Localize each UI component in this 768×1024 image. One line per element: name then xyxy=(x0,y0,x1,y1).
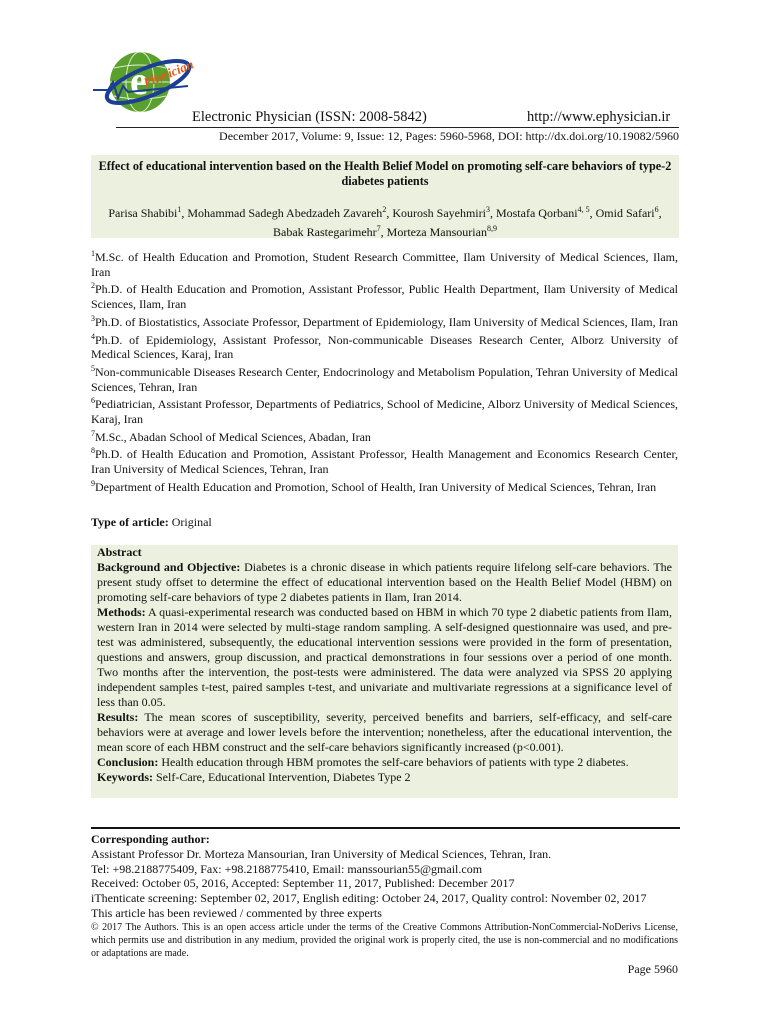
abstract-sections xyxy=(97,560,672,785)
author-separator: , xyxy=(181,206,188,220)
header-rule xyxy=(116,127,679,128)
footer-rule xyxy=(91,827,680,829)
logo-wordmark: Physician xyxy=(141,56,196,91)
affiliation-item xyxy=(91,427,678,445)
affiliations xyxy=(91,247,678,495)
abstract-section-label: Keywords: xyxy=(97,770,153,784)
author-separator: , xyxy=(658,206,662,220)
abstract-section-label: Results: xyxy=(97,710,139,724)
author-affiliation-mark: 1 xyxy=(177,205,182,214)
author-list xyxy=(101,202,669,240)
author-affiliation-mark: 7 xyxy=(376,224,381,233)
abstract-section xyxy=(97,710,672,755)
affiliation-number: 1 xyxy=(91,249,95,258)
affiliation-number: 5 xyxy=(91,363,95,373)
author-name: Babak Rastegarimehr xyxy=(273,225,377,239)
author-separator: , xyxy=(489,206,496,220)
abstract-section-text: A quasi-experimental research was conducted based on HBM in which 70 type 2 diabetic patients from Ilam, western Iran in 2014 were selected by multi-stage random sampling. A self-designed questionnaire was used, and pre-test was administered, subsequently, the educational intervention sessions were provided in the form of presentation, questions and answers, group discussion, and practical demonstrations in four sessions over a period of one month. Two months after the intervention, the post-tests were administered. The data were analyzed via SPSS 20 applying independent samples t-test, paired samples t-test, and univariate and multivariate regressions at a significance level of less than 0.05. xyxy=(97,605,672,709)
affiliation-item xyxy=(91,279,678,311)
author-name: Mostafa Qorbani xyxy=(495,206,578,220)
abstract-section xyxy=(97,755,672,770)
affiliation-text: Pediatrician, Assistant Professor, Departments of Pediatrics, School of Medicine, Alborz University of Medical Sciences, Karaj, Iran xyxy=(91,397,678,427)
affiliation-item xyxy=(91,312,678,330)
affiliation-text: M.Sc. of Health Education and Promotion, Student Research Committee, Ilam University of Medical Sciences, Ilam, Iran xyxy=(91,250,678,279)
affiliation-item xyxy=(91,362,678,394)
abstract-section-label: Methods: xyxy=(97,605,146,619)
affiliation-number: 8 xyxy=(91,446,95,456)
author-affiliation-mark: 3 xyxy=(485,205,490,214)
abstract-section xyxy=(97,560,672,605)
affiliation-number: 9 xyxy=(91,478,95,488)
article-type-value: Original xyxy=(168,515,212,529)
author-name: Kourosh Sayehmiri xyxy=(392,206,486,220)
affiliation-item xyxy=(91,444,678,476)
abstract-section xyxy=(97,770,672,785)
affiliation-item xyxy=(91,330,678,362)
journal-logo xyxy=(88,42,198,120)
affiliation-text: Ph.D. of Epidemiology, Assistant Professor, Non-communicable Diseases Research Center, Alborz University of Medical Sciences, Karaj, Iran xyxy=(91,332,678,362)
author-separator: , xyxy=(386,206,393,220)
abstract-section xyxy=(97,605,672,710)
author-affiliation-mark: 4, 5 xyxy=(577,205,590,214)
corresponding-author xyxy=(91,832,678,960)
article-type xyxy=(91,515,212,530)
author-affiliation-mark: 8,9 xyxy=(486,224,497,233)
author-separator: , xyxy=(380,225,387,239)
issue-line: December 2017, Volume: 9, Issue: 12, Pages: 5960-5968, DOI: http://dx.doi.org/10.19082/5960 xyxy=(219,129,679,143)
corresponding-line: Assistant Professor Dr. Morteza Mansourian, Iran University of Medical Sciences, Tehran, Iran. xyxy=(91,846,552,861)
affiliation-number: 6 xyxy=(91,396,95,406)
abstract-box xyxy=(91,545,678,798)
license-text: © 2017 The Authors. This is an open access article under the terms of the Creative Commons Attribution-NonCommercial-NoDerivs License, which permits use and distribution in any medium, provided the original work is properly cited, the use is non-commercial and no modifications or adaptations are made. xyxy=(91,921,678,959)
abstract-section-text: Health education through HBM promotes the self-care behaviors of patients with type 2 diabetes. xyxy=(158,755,629,769)
abstract-section-text: The mean scores of susceptibility, severity, perceived benefits and barriers, self-efficacy, and self-care behaviors were at average and lower levels before the intervention; nonetheless, after the educational intervention, the mean score of each HBM construct and the self-care behaviors significantly increased (p<0.001). xyxy=(97,710,672,754)
affiliation-item xyxy=(91,394,678,426)
abstract-section-label: Conclusion: xyxy=(97,755,159,769)
affiliation-number: 2 xyxy=(91,281,95,291)
svg-text:e: e xyxy=(130,58,148,103)
journal-url[interactable]: http://www.ephysician.ir xyxy=(527,109,671,125)
corresponding-line: Received: October 05, 2016, Accepted: September 11, 2017, Published: December 2017 xyxy=(91,876,515,891)
corresponding-heading: Corresponding author: xyxy=(91,832,210,846)
affiliation-text: Ph.D. of Health Education and Promotion, Assistant Professor, Public Health Department, Ilam University of Medical Sciences, Ilam, Iran xyxy=(91,282,678,312)
author-name: Omid Safari xyxy=(595,206,655,220)
author-name: Parisa Shabibi xyxy=(108,206,178,220)
corresponding-line: This article has been reviewed / commented by three experts xyxy=(91,905,382,920)
author-affiliation-mark: 6 xyxy=(654,205,659,214)
abstract-section-text: Self-Care, Educational Intervention, Diabetes Type 2 xyxy=(153,770,411,784)
corresponding-line: Tel: +98.2188775409, Fax: +98.2188775410, Email: manssourian55@gmail.com xyxy=(91,861,483,876)
journal-name: Electronic Physician (ISSN: 2008-5842) xyxy=(192,109,427,125)
abstract-section-label: Background and Objective: xyxy=(97,560,241,574)
affiliation-number: 4 xyxy=(91,331,95,341)
abstract-section-text: Diabetes is a chronic disease in which patients require lifelong self-care behaviors. The present study offset to determine the effect of educational intervention based on the Health Belief Model (HBM) on promoting self-care behaviors of type 2 diabetes patients in Ilam, Iran 2014. xyxy=(97,560,673,604)
article-type-label: Type of article: xyxy=(91,515,169,529)
affiliation-text: Ph.D. of Health Education and Promotion, Assistant Professor, Health Management and Economics Research Center, Iran University of Medical Sciences, Tehran, Iran xyxy=(91,447,678,477)
affiliation-item xyxy=(91,477,678,495)
affiliation-number: 3 xyxy=(91,313,95,323)
author-separator: , xyxy=(589,206,596,220)
abstract-heading: Abstract xyxy=(97,545,142,559)
corresponding-line: iThenticate screening: September 02, 2017, English editing: October 24, 2017, Quality control: November 02, 2017 xyxy=(91,891,647,906)
author-name: Morteza Mansourian xyxy=(386,225,487,239)
affiliation-text: Ph.D. of Biostatistics, Associate Professor, Department of Epidemiology, Ilam University of Medical Sciences, Ilam, Iran xyxy=(95,314,678,329)
affiliation-text: M.Sc., Abadan School of Medical Sciences, Abadan, Iran xyxy=(95,429,371,444)
affiliation-number: 7 xyxy=(91,428,95,438)
title-box xyxy=(91,155,679,238)
page-number: Page 5960 xyxy=(627,962,678,976)
author-name: Mohammad Sadegh Abedzadeh Zavareh xyxy=(187,206,383,220)
corresponding-lines xyxy=(91,847,678,921)
affiliation-text: Non-communicable Diseases Research Center, Endocrinology and Metabolism Population, Tehran University of Medical Sciences, Tehran, Iran xyxy=(91,364,678,394)
author-affiliation-mark: 2 xyxy=(382,205,387,214)
affiliation-text: Department of Health Education and Promotion, School of Health, Iran University of Medical Sciences, Tehran, Iran xyxy=(95,479,657,494)
article-title: Effect of educational intervention based on the Health Belief Model on promoting self-care behaviors of type-2 diabetes patients xyxy=(98,159,672,188)
affiliation-item xyxy=(91,247,678,279)
